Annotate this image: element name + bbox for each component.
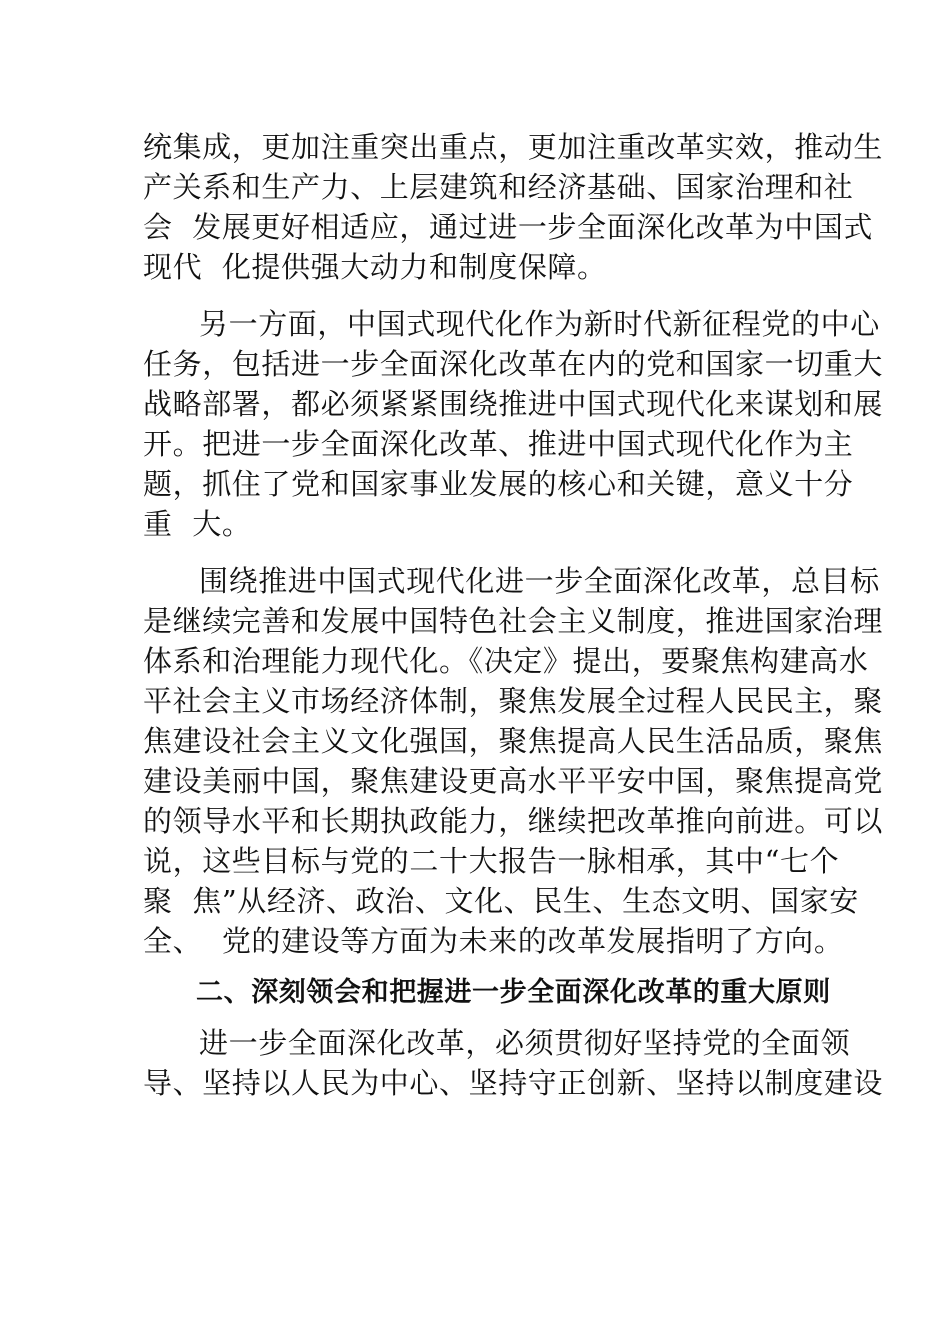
paragraph-3-line-2: 是继续完善和发展中国特色社会主义制度，推进国家治理 [143, 604, 884, 638]
paragraph-3-line-10: 全、 党的建设等方面为未来的改革发展指明了方向。 [143, 924, 844, 958]
paragraph-3-line-7: 的领导水平和长期执政能力，继续把改革推向前进。可以 [143, 804, 884, 838]
paragraph-2-line-5: 题，抓住了党和国家事业发展的核心和关键，意义十分 [143, 467, 854, 501]
paragraph-1-line-3: 会 发展更好相适应，通过进一步全面深化改革为中国式 [143, 210, 874, 244]
paragraph-3-line-4: 平社会主义市场经济体制，聚焦发展全过程人民民主，聚 [143, 684, 884, 718]
paragraph-2-line-6: 重 大。 [143, 507, 252, 541]
paragraph-3-line-5: 焦建设社会主义文化强国，聚焦提高人民生活品质，聚焦 [143, 724, 884, 758]
paragraph-3-line-6: 建设美丽中国，聚焦建设更高水平平安中国，聚焦提高党 [143, 764, 884, 798]
paragraph-4-line-1: 进一步全面深化改革，必须贯彻好坚持党的全面领 [199, 1026, 851, 1060]
paragraph-2-line-4: 开。把进一步全面深化改革、推进中国式现代化作为主 [143, 427, 854, 461]
paragraph-4-line-2: 导、坚持以人民为中心、坚持守正创新、坚持以制度建设 [143, 1066, 884, 1100]
paragraph-3-line-9: 聚 焦”从经济、政治、文化、民生、生态文明、国家安 [143, 884, 859, 918]
paragraph-3-line-1: 围绕推进中国式现代化进一步全面深化改革，总目标 [199, 564, 880, 598]
paragraph-1-line-2: 产关系和生产力、上层建筑和经济基础、国家治理和社 [143, 170, 854, 204]
paragraph-1-line-4: 现代 化提供强大动力和制度保障。 [143, 250, 607, 284]
paragraph-3-line-3: 体系和治理能力现代化。《决定》提出，要聚焦构建高水 [143, 644, 869, 678]
paragraph-2-line-2: 任务，包括进一步全面深化改革在内的党和国家一切重大 [143, 347, 884, 381]
paragraph-3-line-8: 说，这些目标与党的二十大报告一脉相承，其中“七个 [143, 844, 840, 878]
paragraph-2-line-1: 另一方面，中国式现代化作为新时代新征程党的中心 [199, 307, 880, 341]
paragraph-1-line-1: 统集成，更加注重突出重点，更加注重改革实效，推动生 [143, 130, 884, 164]
section-heading: 二、深刻领会和把握进一步全面深化改革的重大原则 [196, 977, 831, 1008]
paragraph-2-line-3: 战略部署，都必须紧紧围绕推进中国式现代化来谋划和展 [143, 387, 884, 421]
